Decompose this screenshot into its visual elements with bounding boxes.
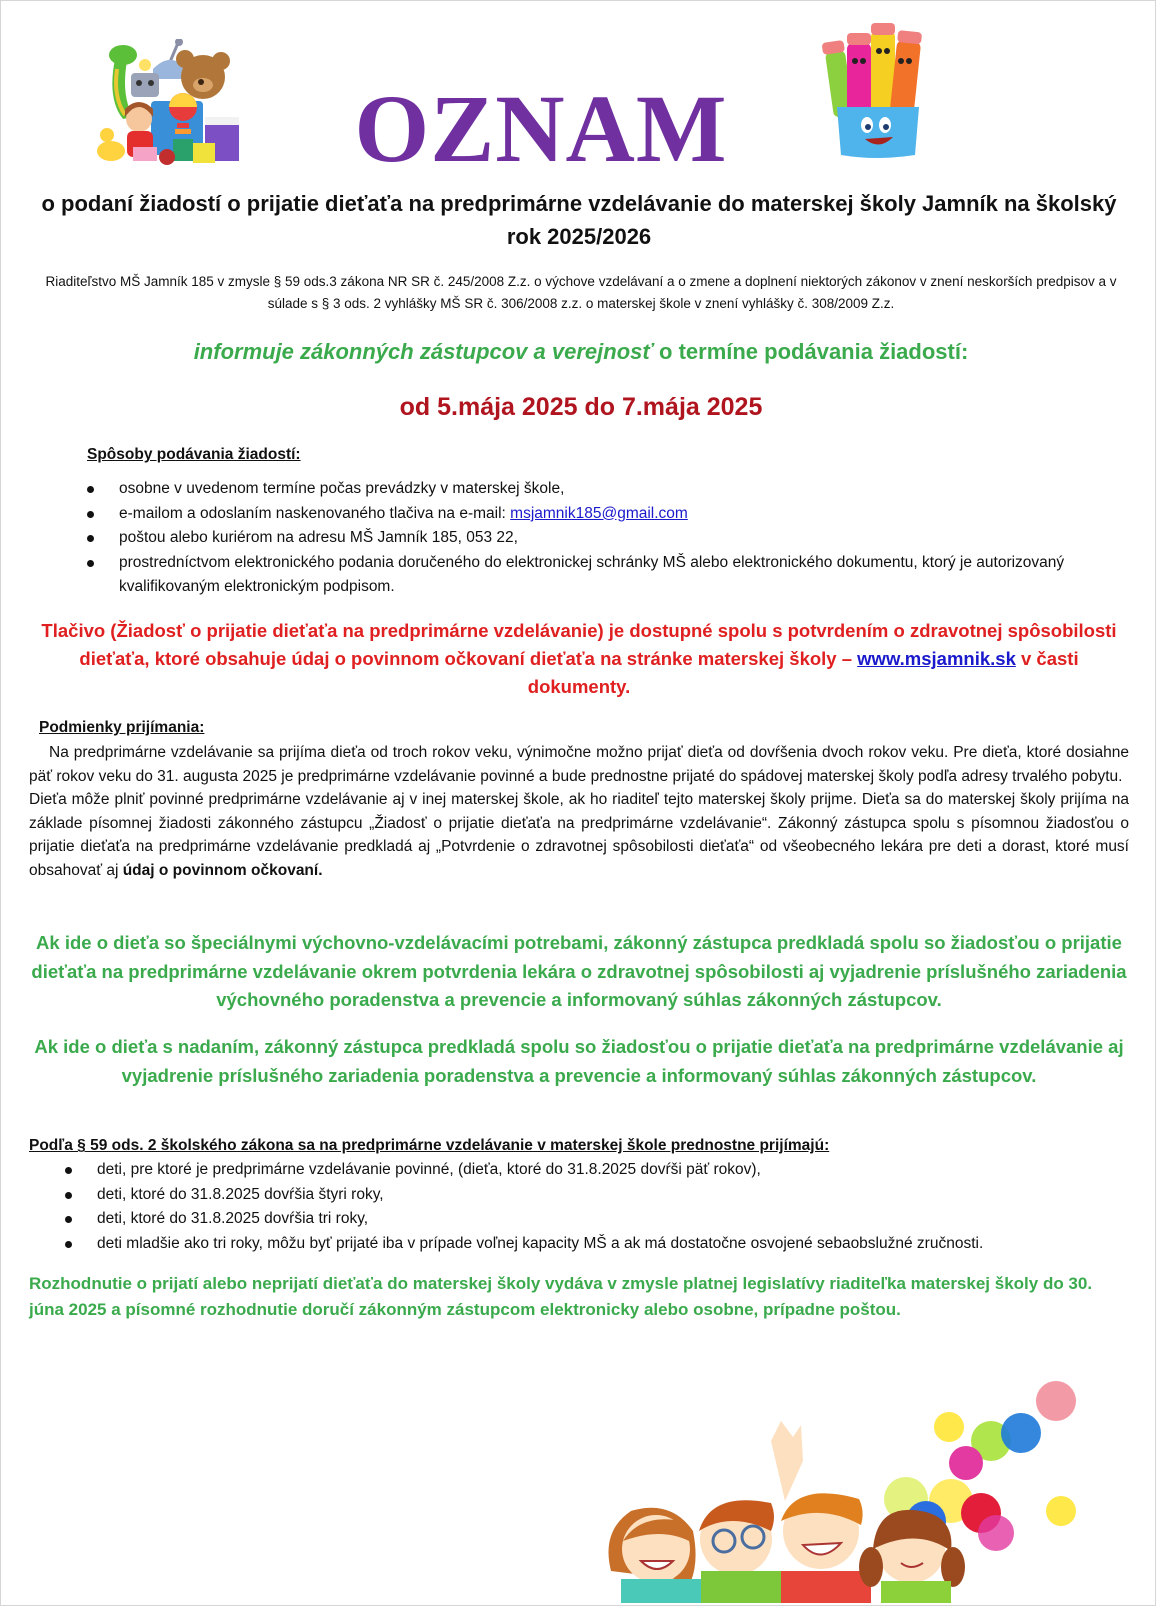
children-with-balloons-illustration <box>581 1381 1121 1603</box>
bullet-icon <box>65 1216 72 1223</box>
list-item: deti, ktoré do 31.8.2025 dovŕšia tri roky, <box>65 1207 1135 1232</box>
list-item: prostredníctvom elektronického podania doručeného do elektronickej schránky MŠ alebo elektronického dokumentu, ktorý je autorizovaný kvalifikovaným elektronickým podpisom. <box>87 551 1127 600</box>
toys-illustration <box>93 39 243 171</box>
email-link[interactable]: msjamnik185@gmail.com <box>510 504 688 522</box>
priority-list <box>65 1158 1135 1256</box>
inform-line <box>41 337 1121 367</box>
priority-heading: Podľa § 59 ods. 2 školského zákona sa na predprimárne vzdelávanie v materskej škole prednostne prijímajú: <box>29 1137 830 1154</box>
conditions-paragraph-2: Dieťa môže plniť povinné predprimárne vzdelávanie aj v inej materskej škole, ak ho riaditeľ tejto materskej školy prijme. Dieťa sa do materskej školy prijíma na základe písomnej žiadosti zákonného zástupcu „Žiadosť o prijatie dieťaťa na predprimárne vzdelávanie“. Zákonný zástupca spolu s písomnou žiadosťou o prijatie dieťaťa na predprimárne vzdelávanie predkladá aj „Potvrdenie o zdravotnej spôsobilosti dieťaťa“ od všeobecného lekára pre deti a dorast, ktoré musí obsahovať aj údaj o povinnom očkovaní. <box>29 791 1129 879</box>
list-item: osobne v uvedenom termíne počas prevádzky v materskej škole, <box>87 477 1127 502</box>
notice-subtitle: o podaní žiadostí o prijatie dieťaťa na predprimárne vzdelávanie do materskej školy Jamník na školský rok 2025/2026 <box>41 191 1117 249</box>
inform-rest: o termíne podávania žiadostí: <box>652 339 969 364</box>
decision-notice: Rozhodnutie o prijatí alebo neprijatí dieťaťa do materskej školy vydáva v zmysle platnej legislatívy riaditeľka materskej školy do 30. júna 2025 a písomné rozhodnutie doručí zákonným zástupcom elektronicky alebo osobne, prípadne poštou. <box>29 1274 1093 1319</box>
list-item: poštou alebo kuriérom na adresu MŠ Jamník 185, 053 22, <box>87 526 1127 551</box>
list-item: deti mladšie ako tri roky, môžu byť prijaté iba v prípade voľnej kapacity MŠ a ak má dostatočne osvojené sebaobslužné zručnosti. <box>65 1232 1135 1257</box>
submission-methods-list <box>87 477 1127 600</box>
bullet-icon <box>87 535 94 542</box>
submission-methods-heading: Spôsoby podávania žiadostí: <box>87 446 301 463</box>
pencils-in-cup-illustration <box>807 21 932 161</box>
page-title: OZNAM <box>354 75 728 182</box>
bullet-icon <box>65 1167 72 1174</box>
list-item: e-mailom a odoslaním naskenovaného tlačiva na e-mail: msjamnik185@gmail.com <box>87 502 1127 527</box>
list-item: deti, pre ktoré je predprimárne vzdelávanie povinné, (dieťa, ktoré do 31.8.2025 dovŕši päť rokov), <box>65 1158 1135 1183</box>
admission-conditions-text <box>29 741 1129 882</box>
list-item: deti, ktoré do 31.8.2025 dovŕšia štyri roky, <box>65 1183 1135 1208</box>
legal-intro: Riaditeľstvo MŠ Jamník 185 v zmysle § 59 ods.3 zákona NR SR č. 245/2008 Z.z. o výchove vzdelávaní a o zmene a doplnení niektorých zákonov v znení neskorších predpisov a v súlade s § 3 ods. 2 vyhlášky MŠ SR č. 306/2008 z.z. o materskej škole v znení vyhlášky č. 308/2009 Z.z. <box>45 274 1117 311</box>
bullet-icon <box>65 1241 72 1248</box>
bullet-icon <box>65 1192 72 1199</box>
conditions-paragraph-1: Na predprimárne vzdelávanie sa prijíma dieťa od troch rokov veku, výnimočne možno prijať dieťa od dovŕšenia dvoch rokov veku. Pre dieťa, ktoré dosiahne päť rokov veku do 31. augusta 2025 je predprimárne vzdelávanie povinné a bude prednostne prijaté do spádovej materskej školy podľa adresy trvalého pobytu. <box>29 744 1129 785</box>
form-availability-notice: Tlačivo (Žiadosť o prijatie dieťaťa na predprimárne vzdelávanie) je dostupné spolu s potvrdením o zdravotnej spôsobilosti dieťaťa, ktoré obsahuje údaj o povinnom očkovaní dieťaťa na stránke materskej školy – www.msjamnik.sk v časti dokumenty. <box>41 620 1117 697</box>
special-needs-notice: Ak ide o dieťa so špeciálnymi výchovno-vzdelávacími potrebami, zákonný zástupca predkladá spolu so žiadosťou o prijatie dieťaťa na predprimárne vzdelávanie okrem potvrdenia lekára o zdravotnej spôsobilosti aj vyjadrenie príslušného zariadenia výchovného poradenstva a prevencie a informovaný súhlas zákonných zástupcov. <box>31 932 1127 1010</box>
talent-notice: Ak ide o dieťa s nadaním, zákonný zástupca predkladá spolu so žiadosťou o prijatie dieťaťa na predprimárne vzdelávanie aj vyjadrenie príslušného zariadenia poradenstva a prevencie a informovaný súhlas zákonných zástupcov. <box>34 1036 1124 1086</box>
bullet-icon <box>87 511 94 518</box>
bullet-icon <box>87 560 94 567</box>
submission-dates: od 5.mája 2025 do 7.mája 2025 <box>399 393 763 421</box>
inform-italic: informuje zákonných zástupcov a verejnosť <box>193 339 653 364</box>
bullet-icon <box>87 486 94 493</box>
admission-conditions-heading: Podmienky prijímania: <box>39 719 205 736</box>
website-link[interactable]: www.msjamnik.sk <box>857 648 1016 669</box>
